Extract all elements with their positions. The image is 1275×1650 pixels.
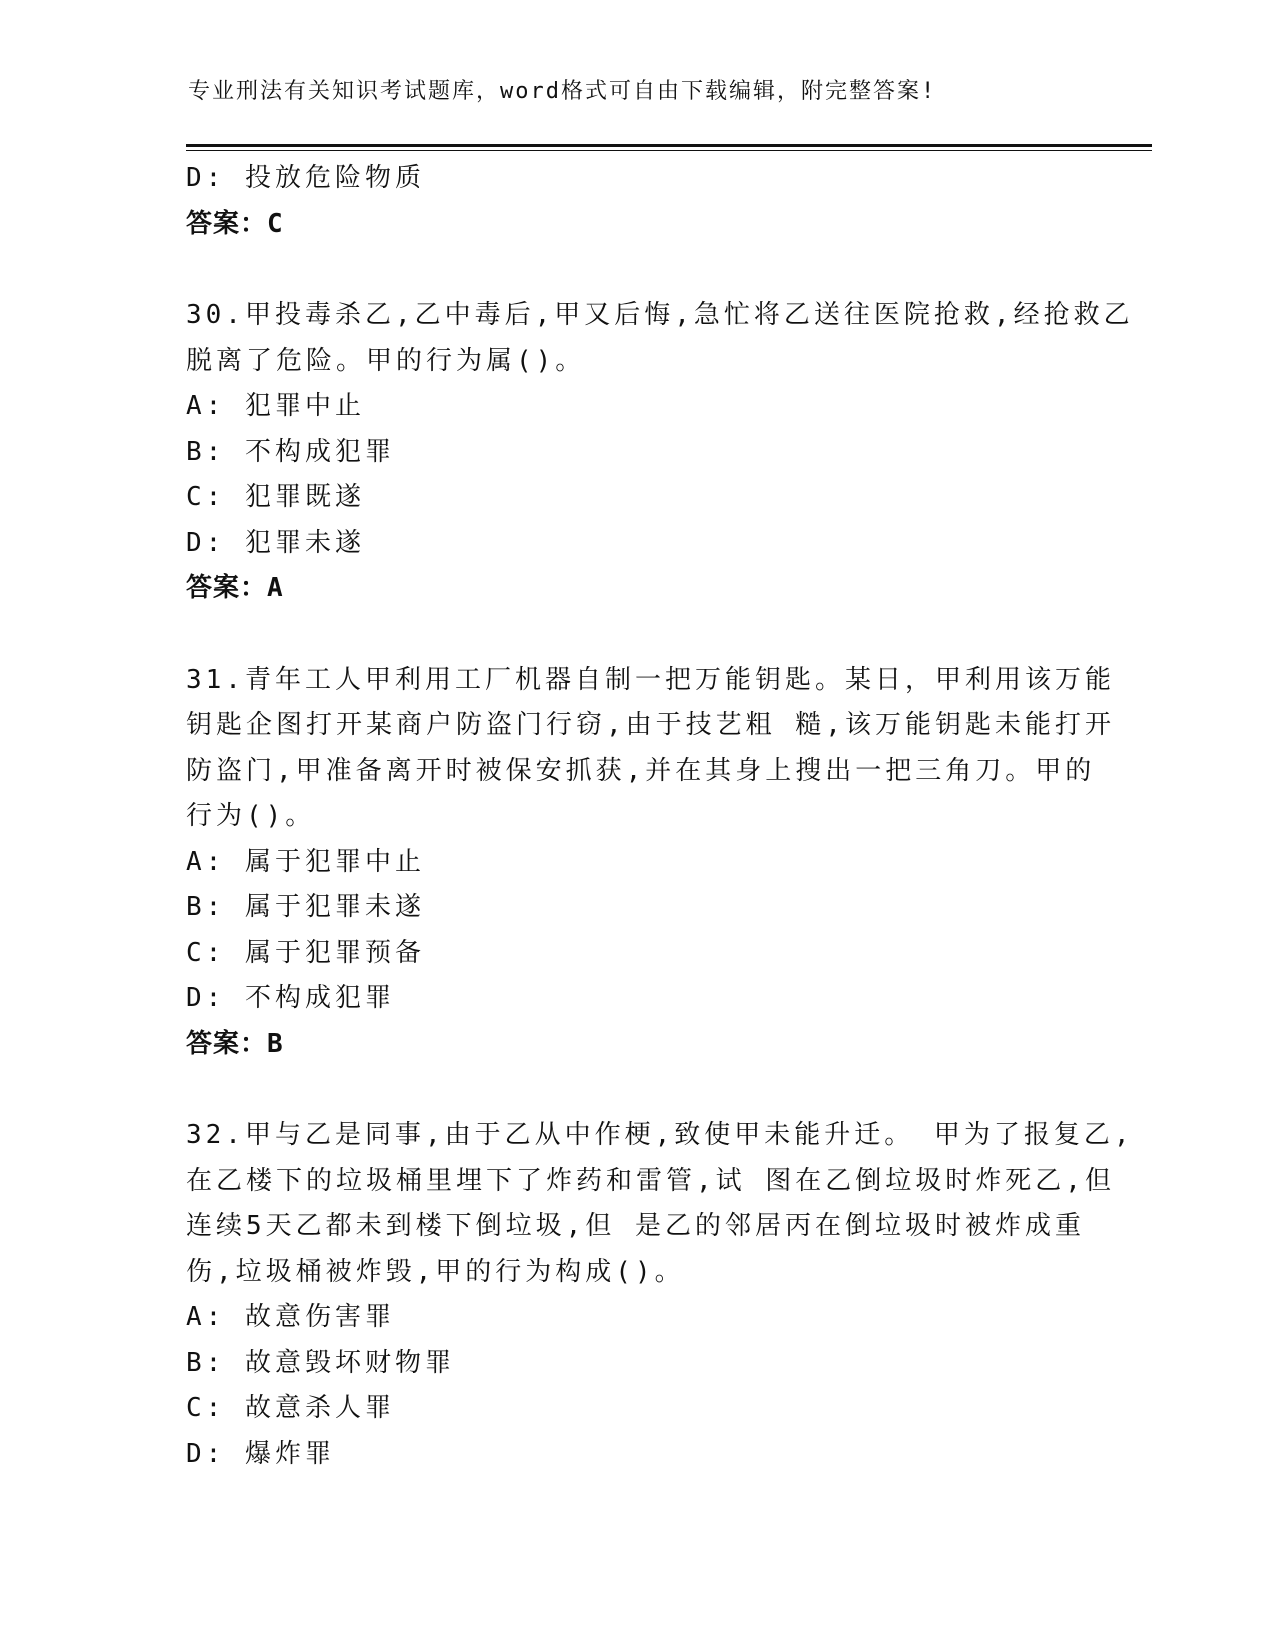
question-stem: 30.甲投毒杀乙,乙中毒后,甲又后悔,急忙将乙送往医院抢救,经抢救乙: [186, 300, 1134, 330]
question-stem: 脱离了危险。甲的行为属()。: [186, 345, 586, 376]
question-stem: 伤,垃圾桶被炸毁,甲的行为构成()。: [186, 1256, 685, 1287]
option-a: A: 故意伤害罪: [186, 1302, 395, 1332]
document-body: [186, 156, 1134, 1477]
option-b: B: 故意毁坏财物罪: [186, 1347, 455, 1378]
answer: 答案：A: [186, 573, 284, 603]
page-header: 专业刑法有关知识考试题库，word格式可自由下载编辑，附完整答案!: [188, 79, 937, 104]
spacer: [186, 247, 1086, 293]
option-c: C: 犯罪既遂: [186, 482, 365, 512]
question-stem: 连续5天乙都未到楼下倒垃圾,但 是乙的邻居丙在倒垃圾时被炸成重: [186, 1211, 1085, 1241]
option-c: C: 属于犯罪预备: [186, 937, 425, 968]
option-a: A: 属于犯罪中止: [186, 846, 425, 877]
header-rule-thick: [186, 144, 1152, 147]
question-stem: 钥匙企图打开某商户防盗门行窃,由于技艺粗 糙,该万能钥匙未能打开: [186, 710, 1115, 740]
spacer: [186, 612, 1086, 658]
question-stem: 行为()。: [186, 801, 316, 831]
question-stem: 32.甲与乙是同事,由于乙从中作梗,致使甲未能升迁。 甲为了报复乙,: [186, 1120, 1134, 1150]
option-d: D: 不构成犯罪: [186, 983, 395, 1013]
option-b: B: 属于犯罪未遂: [186, 892, 425, 922]
option-d: D: 犯罪未遂: [186, 527, 365, 558]
question-stem: 31.青年工人甲利用工厂机器自制一把万能钥匙。某日，甲利用该万能: [186, 664, 1115, 695]
option-c: C: 故意杀人罪: [186, 1393, 395, 1423]
answer: 答案：B: [186, 1028, 284, 1059]
header-rule-thin: [186, 150, 1152, 151]
option-d: D: 投放危险物质: [186, 163, 425, 193]
question-stem: 在乙楼下的垃圾桶里埋下了炸药和雷管,试 图在乙倒垃圾时炸死乙,但: [186, 1165, 1115, 1196]
option-b: B: 不构成犯罪: [186, 436, 395, 467]
question-stem: 防盗门,甲准备离开时被保安抓获,并在其身上搜出一把三角刀。甲的: [186, 755, 1096, 786]
option-a: A: 犯罪中止: [186, 391, 365, 421]
answer: 答案：C: [186, 208, 284, 239]
option-d: D: 爆炸罪: [186, 1438, 335, 1469]
spacer: [186, 1067, 1086, 1113]
